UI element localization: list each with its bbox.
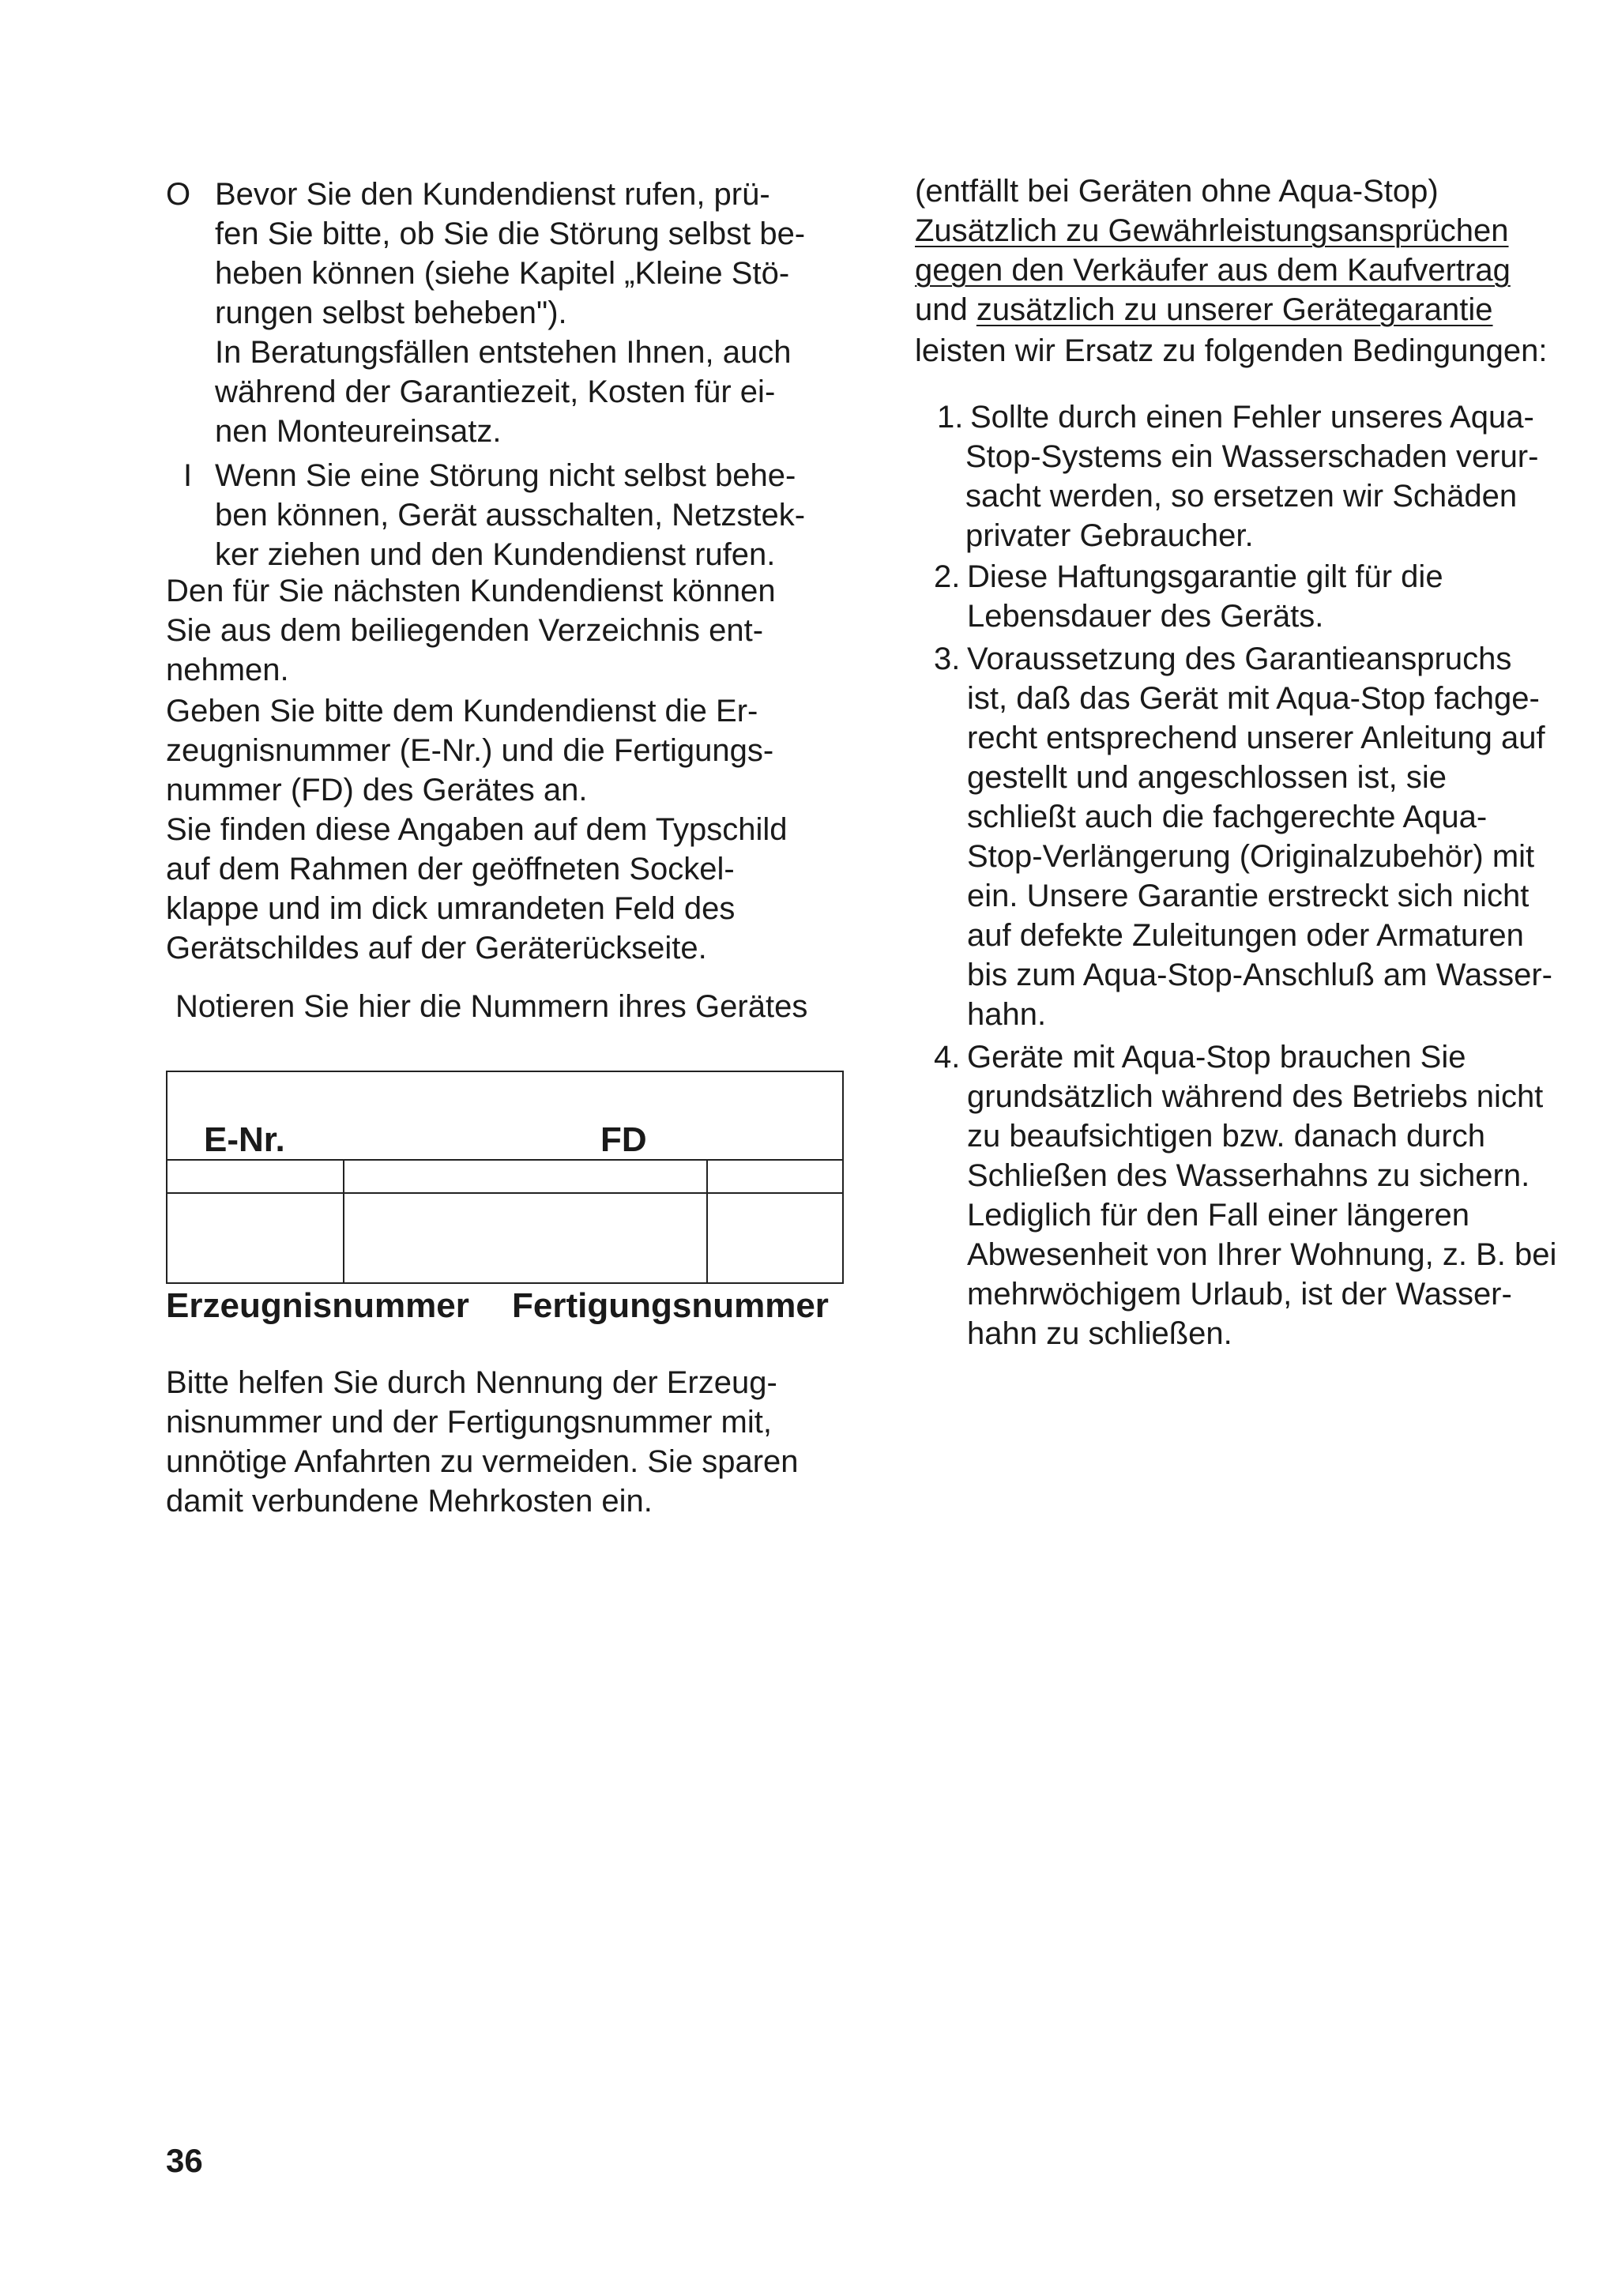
intro-line-underlined: Zusätzlich zu Gewährleistungsansprüchen <box>915 213 1509 248</box>
text-line: Lediglich für den Fall einer längeren <box>967 1198 1469 1233</box>
caption-erzeugnisnummer: Erzeugnisnummer <box>166 1286 469 1325</box>
intro-line: leisten wir Ersatz zu folgenden Bedingungen: <box>915 333 1548 368</box>
text-line: hahn zu schließen. <box>967 1316 1232 1351</box>
text-line: Den für Sie nächsten Kundendienst können <box>166 574 776 608</box>
text-line: ker ziehen und den Kundendienst rufen. <box>215 537 776 572</box>
text-line: schließt auch die fachgerechte Aqua- <box>967 800 1488 834</box>
text-line: auf defekte Zuleitungen oder Armaturen <box>967 918 1524 953</box>
fd-label: FD <box>600 1120 647 1159</box>
text-line: rungen selbst beheben"). <box>215 295 567 330</box>
intro-line: (entfällt bei Geräten ohne Aqua-Stop) <box>915 174 1439 209</box>
text-line: Sie finden diese Angaben auf dem Typschild <box>166 812 788 847</box>
intro-line <box>915 291 1493 329</box>
text-line: Gerätschildes auf der Geräterückseite. <box>166 931 707 965</box>
text-line: nisnummer und der Fertigungsnummer mit, <box>166 1405 772 1440</box>
text-line: Diese Haftungsgarantie gilt für die <box>967 559 1443 594</box>
box-divider <box>343 1159 344 1282</box>
intro-line-underlined: gegen den Verkäufer aus dem Kaufvertrag <box>915 253 1511 288</box>
text-line: recht entsprechend unserer Anleitung auf <box>967 721 1545 755</box>
text-line: grundsätzlich während des Betriebs nicht <box>967 1079 1544 1114</box>
text-line: sacht werden, so ersetzen wir Schäden <box>965 479 1518 514</box>
page-number: 36 <box>166 2142 203 2179</box>
device-number-box <box>166 1071 844 1284</box>
text-line: heben können (siehe Kapitel „Kleine Stö- <box>215 256 790 291</box>
text-line: Sollte durch einen Fehler unseres Aqua- <box>970 400 1534 435</box>
text-line: Voraussetzung des Garantieanspruchs <box>967 642 1512 676</box>
text-line: auf dem Rahmen der geöffneten Sockel- <box>166 852 735 886</box>
text-line: Geben Sie bitte dem Kundendienst die Er- <box>166 694 758 728</box>
text-line: bis zum Aqua-Stop-Anschluß am Wasser- <box>967 958 1552 992</box>
list-marker-i: I <box>183 458 193 493</box>
text-line: fen Sie bitte, ob Sie die Störung selbst be- <box>215 216 806 251</box>
text-line: Schließen des Wasserhahns zu sichern. <box>967 1158 1530 1193</box>
text-line: Stop-Verlängerung (Originalzubehör) mit <box>967 839 1535 874</box>
text-line: ben können, Gerät ausschalten, Netzstek- <box>215 498 806 533</box>
text-line: mehrwöchigem Urlaub, ist der Wasser- <box>967 1277 1512 1312</box>
list-number: 4. <box>934 1040 961 1075</box>
text-line: unnötige Anfahrten zu vermeiden. Sie sparen <box>166 1444 799 1479</box>
text-line: während der Garantiezeit, Kosten für ei- <box>215 375 776 409</box>
text-line: nen Monteureinsatz. <box>215 414 502 449</box>
list-marker-o: O <box>166 177 191 212</box>
list-number: 1. <box>937 400 964 435</box>
text-line: ein. Unsere Garantie erstreckt sich nicht <box>967 879 1530 913</box>
text-line: Geräte mit Aqua-Stop brauchen Sie <box>967 1040 1466 1075</box>
list-number: 2. <box>934 559 961 594</box>
list-number: 3. <box>934 642 961 676</box>
text-line: klappe und im dick umrandeten Feld des <box>166 891 736 926</box>
note-heading: Notieren Sie hier die Nummern ihres Gerätes <box>175 989 808 1024</box>
caption-fertigungsnummer: Fertigungsnummer <box>512 1286 829 1325</box>
text-line: Stop-Systems ein Wasserschaden verur- <box>965 439 1539 474</box>
box-divider <box>706 1159 708 1282</box>
text-line: Wenn Sie eine Störung nicht selbst behe- <box>215 458 796 493</box>
text-line: nehmen. <box>166 653 289 687</box>
text-line: gestellt und angeschlossen ist, sie <box>967 760 1447 795</box>
text-line: Lebensdauer des Geräts. <box>967 599 1324 634</box>
text-line: Bitte helfen Sie durch Nennung der Erzeug- <box>166 1365 777 1400</box>
text-line: hahn. <box>967 997 1047 1032</box>
enr-label: E-Nr. <box>204 1120 285 1159</box>
intro-underlined: zusätzlich zu unserer Gerätegarantie <box>976 292 1493 327</box>
text-line: zeugnisnummer (E-Nr.) und die Fertigungs- <box>166 733 774 768</box>
intro-prefix: und <box>915 292 976 327</box>
box-divider <box>167 1192 842 1194</box>
text-line: Sie aus dem beiliegenden Verzeichnis ent- <box>166 613 764 648</box>
text-line: nummer (FD) des Gerätes an. <box>166 773 588 807</box>
text-line: zu beaufsichtigen bzw. danach durch <box>967 1119 1485 1154</box>
text-line: ist, daß das Gerät mit Aqua-Stop fachge- <box>967 681 1540 716</box>
text-line: privater Gebraucher. <box>965 518 1254 553</box>
text-line: Bevor Sie den Kundendienst rufen, prü- <box>215 177 770 212</box>
text-line: damit verbundene Mehrkosten ein. <box>166 1484 653 1519</box>
text-line: In Beratungsfällen entstehen Ihnen, auch <box>215 335 792 370</box>
text-line: Abwesenheit von Ihrer Wohnung, z. B. bei <box>967 1237 1557 1272</box>
